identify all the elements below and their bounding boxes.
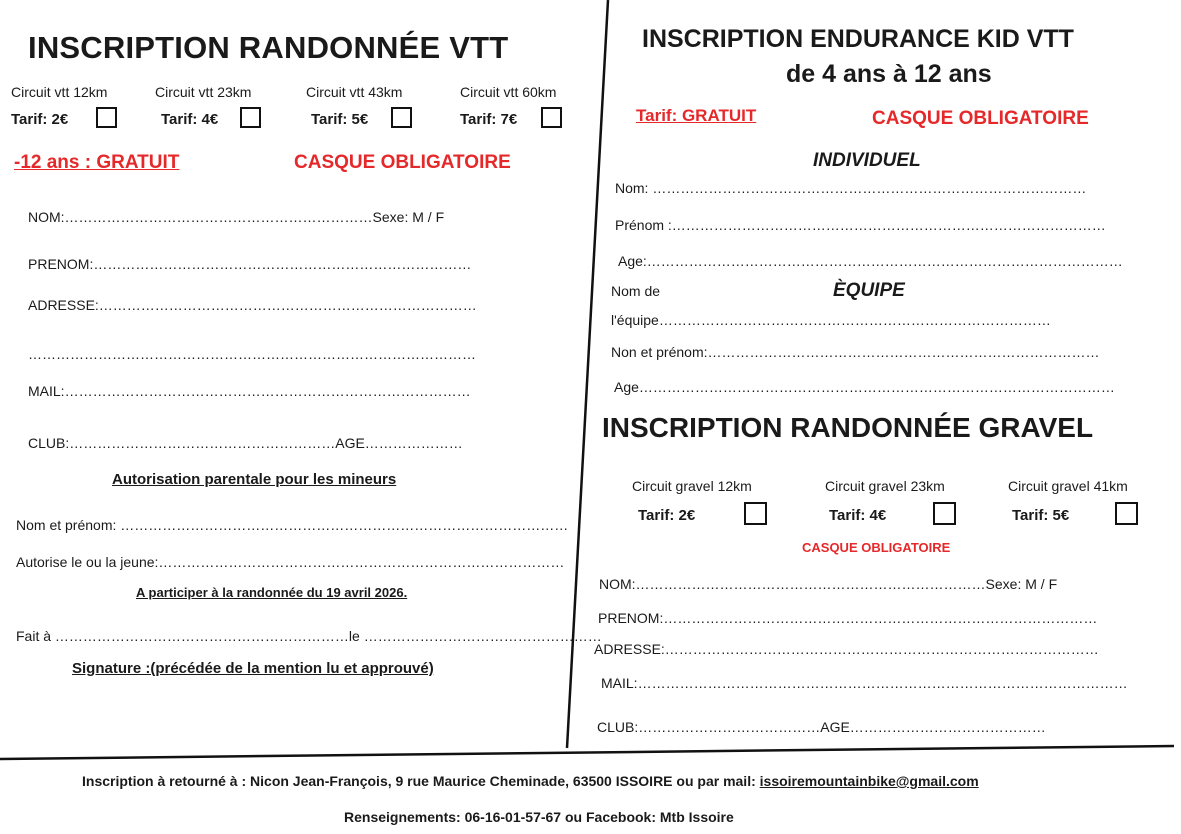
vtt-nom-field[interactable]: NOM:…………………………………………………………Sexe: M / F (28, 209, 445, 225)
gravel-prenom-field[interactable]: PRENOM:………………………………………………………………………………… (598, 610, 1098, 626)
kid-prenom-field[interactable]: Prénom :………………………………………………………………………………… (615, 217, 1106, 233)
gravel-tarif-23: Tarif: 4€ (829, 507, 887, 524)
signature-label: Signature :(précédée de la mention lu et approuvé) (72, 660, 434, 677)
footer-address-text: Inscription à retourné à : Nicon Jean-François, 9 rue Maurice Cheminade, 63500 ISSOIRE ou par mail: (82, 773, 760, 789)
gravel-tarif-12: Tarif: 2€ (638, 507, 696, 524)
vtt-circuit-23-label: Circuit vtt 23km (155, 84, 252, 100)
footer-email-link[interactable]: issoiremountainbike@gmail.com (759, 773, 979, 789)
vtt-prenom-field[interactable]: PRENOM:……………………………………………………………………… (28, 256, 472, 272)
kid-nom-field[interactable]: Nom: ………………………………………………………………………………… (615, 180, 1087, 196)
gravel-checkbox-41[interactable] (1115, 502, 1138, 525)
gravel-adresse-field[interactable]: ADRESSE:………………………………………………………………………………… (594, 641, 1099, 657)
vtt-tarif-23: Tarif: 4€ (161, 111, 219, 128)
gravel-club-field[interactable]: CLUB:…………………………………AGE…………………………………… (597, 719, 1046, 735)
kid-age-field[interactable]: Age:………………………………………………………………………………………… (618, 253, 1123, 269)
participer-text: A participer à la randonnée du 19 avril 2026. (136, 585, 408, 600)
gravel-nom-field[interactable]: NOM:…………………………………………………………………Sexe: M / F (599, 576, 1058, 592)
gravel-casque: CASQUE OBLIGATOIRE (802, 540, 951, 555)
gravel-checkbox-23[interactable] (933, 502, 956, 525)
autorisation-jeune-field[interactable]: Autorise le ou la jeune:…………………………………………………………………………… (16, 554, 565, 570)
gravel-circuit-41-label: Circuit gravel 41km (1008, 478, 1128, 494)
kid-title-line1: INSCRIPTION ENDURANCE KID VTT (642, 25, 1074, 53)
vtt-adresse-field[interactable]: ADRESSE:……………………………………………………………………… (28, 297, 477, 313)
vtt-title: INSCRIPTION RANDONNÉE VTT (28, 30, 509, 65)
vtt-checkbox-23[interactable] (240, 107, 261, 128)
gravel-circuit-23-label: Circuit gravel 23km (825, 478, 945, 494)
vtt-circuit-12-label: Circuit vtt 12km (11, 84, 108, 100)
vtt-adresse2-field[interactable]: …………………………………………………………………………………… (28, 346, 476, 362)
gravel-checkbox-12[interactable] (744, 502, 767, 525)
kid-equipe-field[interactable]: l'équipe………………………………………………………………………… (611, 312, 1051, 328)
horizontal-divider (0, 746, 1174, 759)
vtt-tarif-43: Tarif: 5€ (311, 111, 369, 128)
kid-nom-prenom-field[interactable]: Non et prénom:………………………………………………………………………… (611, 344, 1100, 360)
vtt-mail-field[interactable]: MAIL:…………………………………………………………………………… (28, 383, 471, 399)
vtt-circuit-60-label: Circuit vtt 60km (460, 84, 557, 100)
kid-casque: CASQUE OBLIGATOIRE (872, 108, 1089, 129)
gravel-tarif-41: Tarif: 5€ (1012, 507, 1070, 524)
fait-le-field[interactable]: Fait à ………………………………………………………le …………………………………………… (16, 628, 602, 644)
footer-contact-line: Renseignements: 06-16-01-57-67 ou Facebook: Mtb Issoire (344, 809, 734, 825)
autorisation-title: Autorisation parentale pour les mineurs (112, 471, 397, 488)
kid-individuel-heading: INDIVIDUEL (813, 150, 921, 171)
kid-nom-de-label: Nom de (611, 283, 661, 299)
kid-age2-field[interactable]: Age………………………………………………………………………………………… (614, 379, 1115, 395)
autorisation-nom-prenom-field[interactable]: Nom et prénom: …………………………………………………………………………………… (16, 517, 569, 533)
gravel-circuit-12-label: Circuit gravel 12km (632, 478, 752, 494)
vtt-checkbox-60[interactable] (541, 107, 562, 128)
footer-address-line (82, 773, 979, 789)
vtt-gratuit: -12 ans : GRATUIT (14, 152, 180, 173)
kid-tarif: Tarif: GRATUIT (636, 106, 757, 125)
vtt-tarif-60: Tarif: 7€ (460, 111, 518, 128)
vtt-checkbox-12[interactable] (96, 107, 117, 128)
vtt-circuit-43-label: Circuit vtt 43km (306, 84, 403, 100)
vtt-checkbox-43[interactable] (391, 107, 412, 128)
gravel-title: INSCRIPTION RANDONNÉE GRAVEL (602, 412, 1094, 443)
vtt-tarif-12: Tarif: 2€ (11, 111, 69, 128)
kid-title-line2: de 4 ans à 12 ans (786, 60, 992, 88)
gravel-mail-field[interactable]: MAIL:…………………………………………………………………………………………… (601, 675, 1128, 691)
kid-equipe-heading: ÈQUIPE (833, 280, 905, 301)
vtt-casque: CASQUE OBLIGATOIRE (294, 152, 511, 173)
vtt-club-field[interactable]: CLUB:…………………………………………………AGE………………… (28, 435, 463, 451)
